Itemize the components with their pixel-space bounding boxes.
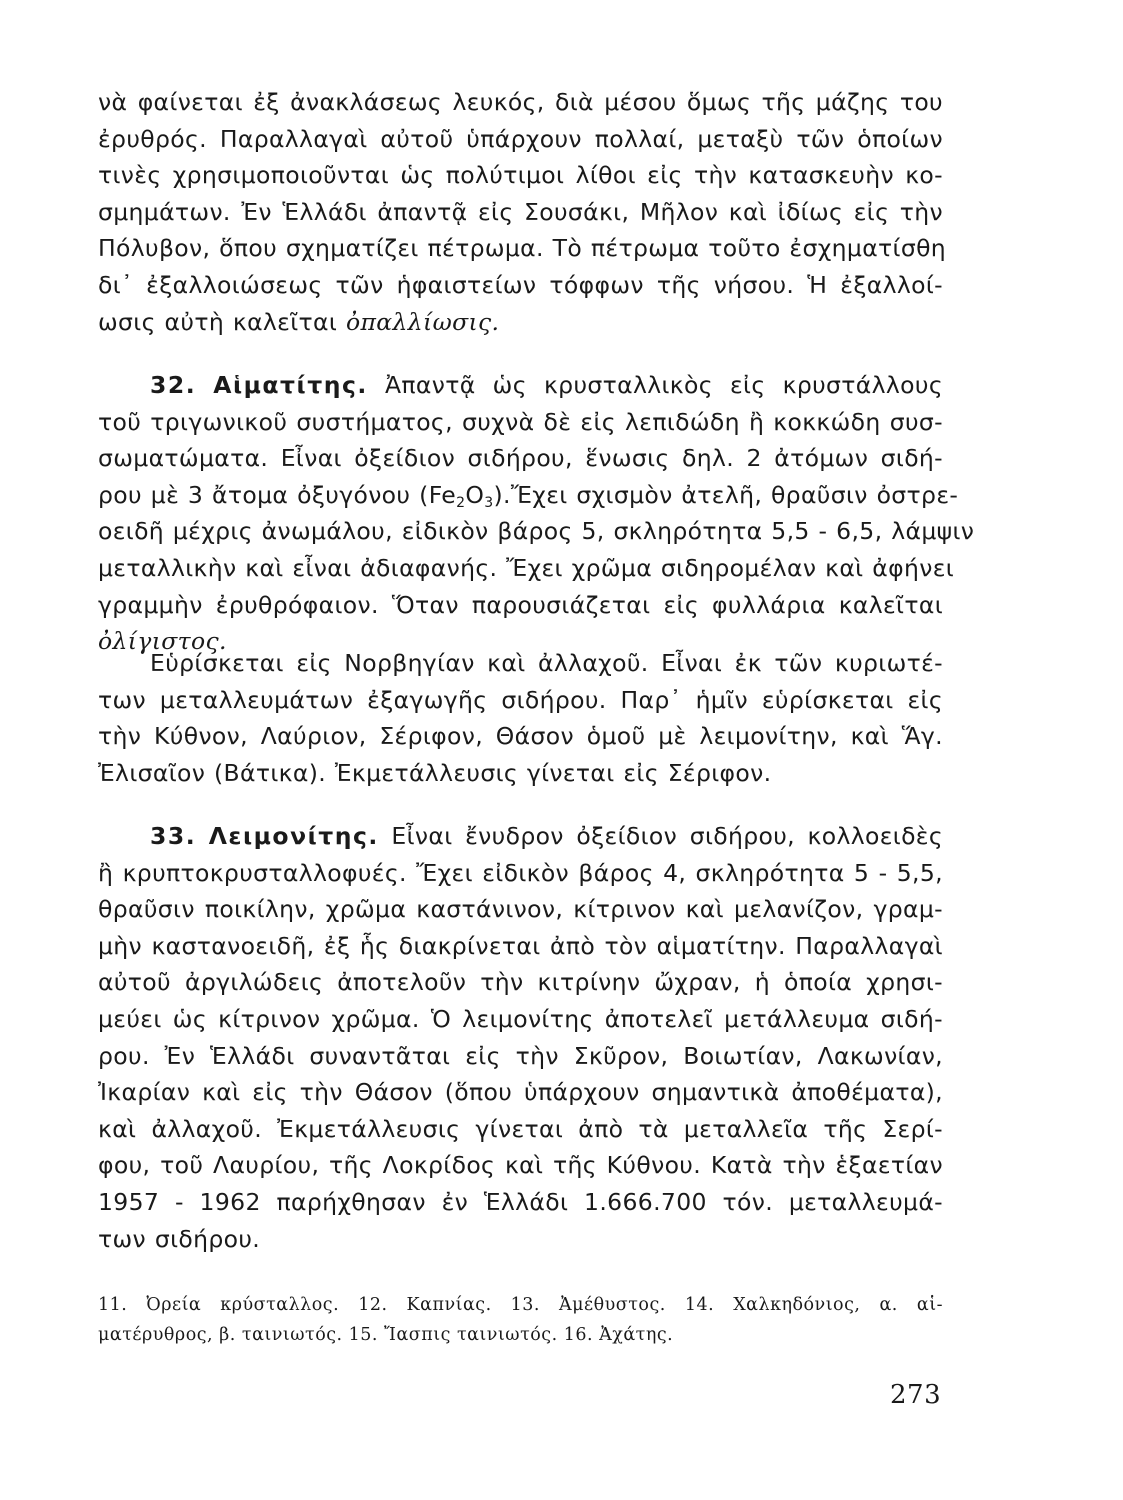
text-line: τινὲς χρησιμοποιοῦνται ὡς πολύτιμοι λίθοι εἰς τὴν κατασκευὴν κο- [98, 161, 943, 190]
text-line: ρου. Ἐν Ἑλλάδι συναντᾶται εἰς τὴν Σκῦρον, Βοιωτίαν, Λακωνίαν, [98, 1041, 943, 1070]
section-number: 32. [150, 371, 197, 399]
text-line: αὐτοῦ ἀργιλώδεις ἀποτελοῦν τὴν κιτρίνην ὤχραν, ἡ ὁποία χρησι- [98, 968, 943, 997]
text-line: νὰ φαίνεται ἐξ ἀνακλάσεως λευκός, διὰ μέσου ὅμως τῆς μάζης του [98, 88, 943, 116]
section-heading-line [98, 367, 943, 404]
formula-subscript: 2 [456, 494, 466, 511]
paragraph-occurrence [98, 645, 943, 791]
formula-element: O [465, 480, 485, 509]
text-line: ἢ κρυπτοκρυσταλλοφυές. Ἔχει εἰδικὸν βάρος 4, σκληρότητα 5 - 5,5, [98, 858, 943, 887]
text-fragment: Ἀπαντᾷ ὡς κρυσταλλικὸς εἰς κρυστάλλους [384, 371, 943, 399]
text-line: καὶ ἀλλαχοῦ. Ἐκμετάλλευσις γίνεται ἀπὸ τὰ μεταλλεῖα τῆς Σερί- [98, 1114, 943, 1143]
text-line: γραμμὴν ἐρυθρόφαιον. Ὅταν παρουσιάζεται εἰς φυλλάρια καλεῖται [98, 590, 943, 619]
section-33-limonite [98, 818, 943, 1257]
text-line: τοῦ τριγωνικοῦ συστήματος, συχνὰ δὲ εἰς λεπιδώδη ἢ κοκκώδη συσ- [98, 407, 943, 436]
text-line: σμημάτων. Ἐν Ἑλλάδι ἀπαντᾷ εἰς Σουσάκι, Μῆλον καὶ ἰδίως εἰς τὴν [98, 197, 943, 226]
footnote-line: ματέρυθρος, β. ταινιωτός. 15. Ἴασπις ταινιωτός. 16. Ἀχάτης. [98, 1325, 674, 1345]
text-fragment: Εἶναι ἔνυδρον ὀξείδιον σιδήρου, κολλοειδὲς [391, 822, 943, 850]
text-line: των σιδήρου. [98, 1224, 261, 1253]
text-line: Ἐλισαῖον (Βάτικα). Ἐκμετάλλευσις γίνεται εἰς Σέριφον. [98, 758, 772, 787]
text-line: θραῦσιν ποικίλην, χρῶμα καστάνινον, κίτρινον καὶ μελανίζον, γραμ- [98, 895, 943, 924]
text-line-formula [98, 477, 959, 514]
paragraph-continuation [98, 84, 947, 340]
text-line: μὴν καστανοειδῆ, ἐξ ἧς διακρίνεται ἀπὸ τὸν αἱματίτην. Παραλλαγαὶ [98, 931, 943, 960]
text-line: Εὑρίσκεται εἰς Νορβηγίαν καὶ ἀλλαχοῦ. Εἶναι ἐκ τῶν κυριωτέ- [150, 649, 943, 677]
page-number: 273 [890, 1380, 942, 1410]
text-line: δι᾽ ἐξαλλοιώσεως τῶν ἡφαιστείων τόφφων τῆς νήσου. Ἡ ἐξαλλοί- [98, 270, 943, 299]
text-line: 1957 - 1962 παρήχθησαν ἐν Ἑλλάδι 1.666.700 τόν. μεταλλευμά- [98, 1187, 943, 1216]
italic-term: ὀπαλλίωσις. [346, 307, 500, 336]
text-line: των μεταλλευμάτων ἐξαγωγῆς σιδήρου. Παρ᾽ ἡμῖν εὑρίσκεται εἰς [98, 685, 943, 714]
section-title: Αἱματίτης. [213, 371, 368, 399]
text-fragment: ωσις αὐτὴ καλεῖται [98, 307, 338, 336]
section-title: Λειμονίτης. [208, 822, 379, 850]
text-line: Ἰκαρίαν καὶ εἰς τὴν Θάσον (ὅπου ὑπάρχουν σημαντικὰ ἀποθέματα), [98, 1078, 943, 1107]
text-fragment: ρου μὲ 3 ἄτομα ὀξυγόνου (Fe [98, 480, 457, 509]
footnote-line: 11. Ὀρεία κρύσταλλος. 12. Καπνίας. 13. Ἀμέθυστος. 14. Χαλκηδόνιος, α. αἱ- [98, 1295, 943, 1315]
section-heading-line [98, 818, 943, 855]
text-fragment: ).Ἔχει σχισμὸν ἀτελῆ, θραῦσιν ὀστρε- [493, 480, 959, 509]
text-line: ἐρυθρός. Παραλλαγαὶ αὐτοῦ ὑπάρχουν πολλαί, μεταξὺ τῶν ὁποίων [98, 124, 943, 153]
text-line [98, 304, 943, 341]
text-line: τὴν Κύθνον, Λαύριον, Σέριφον, Θάσον ὁμοῦ μὲ λειμονίτην, καὶ Ἅγ. [98, 722, 943, 751]
text-line: φου, τοῦ Λαυρίου, τῆς Λοκρίδος καὶ τῆς Κύθνου. Κατὰ τὴν ἑξαετίαν [98, 1151, 943, 1180]
italic-term: ὀλίγιστος. [98, 627, 227, 656]
text-line: Πόλυβον, ὅπου σχηματίζει πέτρωμα. Τὸ πέτρωμα τοῦτο ἐσχηματίσθη [98, 234, 947, 263]
section-number: 33. [150, 822, 197, 850]
text-line: σωματώματα. Εἶναι ὀξείδιον σιδήρου, ἕνωσις δηλ. 2 ἀτόμων σιδή- [98, 444, 943, 473]
figure-footnote [98, 1290, 943, 1350]
section-32-hematite [98, 367, 975, 660]
text-line: μεύει ὡς κίτρινον χρῶμα. Ὁ λειμονίτης ἀποτελεῖ μετάλλευμα σιδή- [98, 1004, 943, 1033]
text-line: οειδῆ μέχρις ἀνωμάλου, εἰδικὸν βάρος 5, σκληρότητα 5,5 - 6,5, λάμψιν [98, 517, 975, 546]
text-line: μεταλλικὴν καὶ εἶναι ἀδιαφανής. Ἔχει χρῶμα σιδηρομέλαν καὶ ἀφήνει [98, 553, 955, 582]
formula-subscript: 3 [484, 494, 494, 511]
